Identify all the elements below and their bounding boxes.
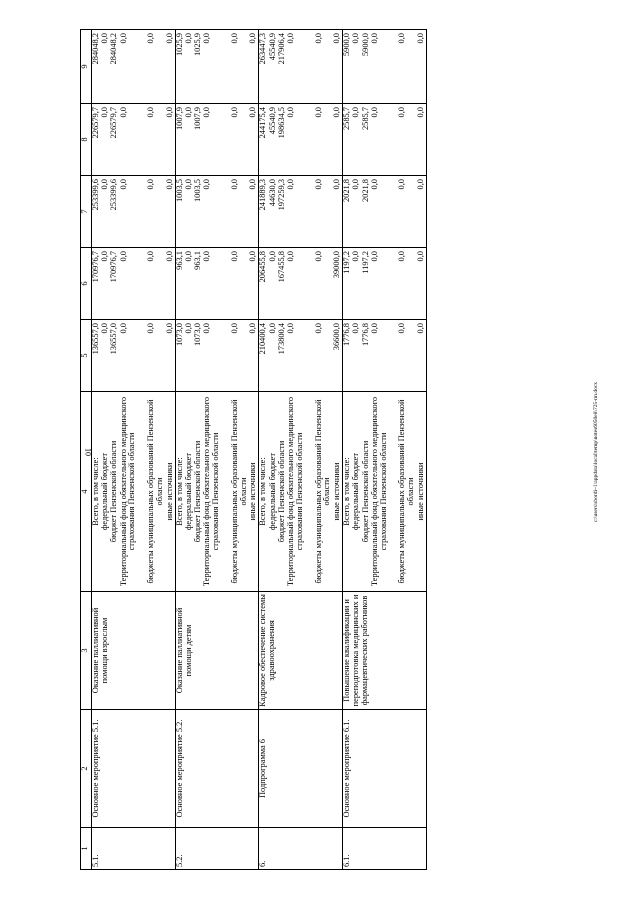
value-cell: 0,0 (267, 251, 277, 262)
row-type: Подпрограмма 6 (259, 710, 343, 828)
value-column (175, 320, 259, 392)
page-number: 10 (83, 448, 93, 456)
value-cell: 241889,3 (258, 179, 268, 211)
value-column (259, 104, 343, 176)
value-cell: 253399,6 (109, 179, 119, 211)
source-label: федеральный бюджет (183, 452, 193, 531)
row-type: Основное мероприятие 5.1. (92, 710, 176, 828)
value-cell: 45540,9 (267, 107, 277, 135)
value-cell: 1776,8 (360, 323, 370, 347)
source-label: бюджет Пензенской области (276, 440, 286, 543)
value-column (92, 320, 176, 392)
value-cell: 0,0 (397, 107, 407, 118)
value-column (259, 248, 343, 320)
value-cell: 226579,7 (109, 107, 119, 139)
row-number: 5.1. (92, 828, 176, 870)
value-cell: 0,0 (248, 251, 258, 262)
value-column (92, 104, 176, 176)
source-label: бюджет Пензенской области (193, 440, 203, 543)
value-cell: 1197,2 (360, 251, 370, 274)
value-cell: 1776,8 (342, 323, 352, 347)
value-cell: 284048,2 (109, 33, 119, 65)
value-cell: 0,0 (397, 179, 407, 190)
value-cell: 0,0 (267, 323, 277, 334)
value-cell: 0,0 (183, 323, 193, 334)
value-cell: 0,0 (100, 33, 110, 44)
value-cell: 217906,4 (276, 33, 286, 65)
source-list (92, 392, 176, 592)
value-cell: 0,0 (397, 33, 407, 44)
source-label: иные источники (332, 462, 342, 521)
value-cell: 0,0 (164, 107, 174, 118)
value-cell: 167455,8 (276, 251, 286, 283)
value-cell: 0,0 (164, 251, 174, 262)
header-cell: 6 (81, 248, 92, 320)
value-cell: 0,0 (415, 179, 425, 190)
source-label: Территориальный фонд обязательного медицинского страхования Пензенской области (369, 396, 388, 587)
value-cell: 2585,7 (360, 107, 370, 131)
source-list (343, 392, 427, 592)
source-label: Всего, в том числе: (342, 457, 352, 526)
row-name: Оказание паллиативной помощи взрослым (92, 592, 176, 710)
row-number: 6. (259, 828, 343, 870)
value-cell: 1007,9 (193, 107, 203, 131)
value-column (175, 30, 259, 104)
table-body (92, 30, 427, 870)
value-cell: 0,0 (146, 323, 156, 334)
source-label: бюджеты муниципальных образований Пензенской области (146, 399, 164, 584)
value-cell: 0,0 (164, 179, 174, 190)
value-cell: 0,0 (100, 107, 110, 118)
header-cell: 4 (81, 392, 92, 592)
value-cell: 170976,7 (109, 251, 119, 283)
table-row (343, 30, 427, 870)
source-label: федеральный бюджет (267, 452, 277, 531)
value-cell: 0,0 (286, 107, 296, 118)
value-cell: 0,0 (369, 179, 379, 190)
value-cell: 0,0 (202, 33, 212, 44)
row-number: 6.1. (343, 828, 427, 870)
value-cell: 0,0 (118, 251, 128, 262)
source-label: бюджеты муниципальных образований Пензенской области (397, 399, 416, 584)
value-cell: 0,0 (369, 323, 379, 334)
value-cell: 0,0 (286, 33, 296, 44)
value-cell: 0,0 (248, 33, 258, 44)
value-cell: 0,0 (118, 33, 128, 44)
value-cell: 0,0 (229, 33, 239, 44)
value-cell: 0,0 (332, 33, 342, 44)
value-cell: 263447,3 (258, 33, 268, 65)
value-cell: 1003,5 (193, 179, 203, 203)
value-cell: 0,0 (248, 323, 258, 334)
value-cell: 0,0 (100, 251, 110, 262)
value-cell: 0,0 (183, 107, 193, 118)
value-cell: 1025,9 (174, 33, 184, 57)
value-cell: 0,0 (332, 107, 342, 118)
value-cell: 0,0 (286, 179, 296, 190)
value-cell: 1197,2 (342, 251, 352, 274)
header-cell: 1 (81, 828, 92, 870)
value-column (92, 176, 176, 248)
value-cell: 0,0 (183, 251, 193, 262)
value-cell: 284048,2 (91, 33, 100, 65)
value-cell: 0,0 (164, 33, 174, 44)
value-cell: 0,0 (183, 179, 193, 190)
value-cell: 0,0 (313, 179, 323, 190)
value-cell: 1073,0 (174, 323, 184, 347)
budget-table (80, 29, 427, 870)
header-row (81, 30, 92, 870)
value-cell: 963,1 (193, 251, 203, 270)
value-column (343, 104, 427, 176)
value-cell: 1025,9 (193, 33, 203, 57)
value-cell: 0,0 (146, 33, 156, 44)
source-label: Всего, в том числе: (174, 457, 184, 526)
value-cell: 39000,0 (332, 251, 342, 279)
value-cell: 0,0 (248, 179, 258, 190)
value-cell: 0,0 (146, 107, 156, 118)
source-label: бюджеты муниципальных образований Пензенской области (313, 399, 332, 584)
value-cell: 0,0 (313, 33, 323, 44)
value-column (343, 248, 427, 320)
value-cell: 173800,4 (276, 323, 286, 355)
value-cell: 0,0 (229, 107, 239, 118)
value-column (343, 176, 427, 248)
value-cell: 0,0 (369, 251, 379, 262)
row-name: Повышение квалификации и переподготовка медицинских и фармацевтических работников (343, 592, 427, 710)
value-column (92, 248, 176, 320)
value-cell: 198634,5 (276, 107, 286, 139)
value-cell: 0,0 (351, 179, 361, 190)
row-name: Кадровое обеспечение системы здравоохранения (259, 592, 343, 710)
source-list (175, 392, 259, 592)
header-cell: 8 (81, 104, 92, 176)
source-label: Всего, в том числе: (258, 457, 268, 526)
value-column (343, 30, 427, 104)
value-column (259, 30, 343, 104)
value-cell: 0,0 (369, 107, 379, 118)
source-label: федеральный бюджет (351, 452, 361, 531)
value-column (259, 176, 343, 248)
value-cell: 0,0 (202, 107, 212, 118)
source-label: Территориальный фонд обязательного медицинского страхования Пензенской области (202, 396, 221, 587)
table-row (92, 30, 176, 870)
value-cell: 0,0 (313, 107, 323, 118)
value-cell: 0,0 (118, 323, 128, 334)
source-label: бюджеты муниципальных образований Пензенской области (229, 399, 248, 584)
value-cell: 0,0 (183, 33, 193, 44)
value-cell: 0,0 (369, 33, 379, 44)
value-cell: 0,0 (164, 323, 174, 334)
value-cell: 2021,8 (342, 179, 352, 203)
footer-file-path: c:\users\sbordi~1\appdata\local\temp\notes6050e8\725-пп.docx (593, 381, 599, 523)
rotated-table-wrapper (80, 30, 580, 870)
value-cell: 1003,5 (174, 179, 184, 203)
value-cell: 2585,7 (342, 107, 352, 131)
value-cell: 197259,3 (276, 179, 286, 211)
value-cell: 0,0 (118, 107, 128, 118)
table-row (259, 30, 343, 870)
value-column (175, 176, 259, 248)
value-cell: 1073,0 (193, 323, 203, 347)
value-column (259, 320, 343, 392)
value-cell: 45540,9 (267, 33, 277, 61)
value-cell: 206455,8 (258, 251, 268, 283)
value-cell: 0,0 (286, 323, 296, 334)
source-label: бюджет Пензенской области (360, 440, 370, 543)
value-cell: 0,0 (118, 179, 128, 190)
value-cell: 44630,0 (267, 179, 277, 207)
source-label: Территориальный фонд обязательного медицинского страхования Пензенской области (286, 396, 304, 587)
value-cell: 0,0 (351, 107, 361, 118)
value-cell: 963,1 (174, 251, 184, 270)
row-type: Основное мероприятие 6.1. (343, 710, 427, 828)
source-label: бюджет Пензенской области (109, 440, 119, 543)
value-cell: 0,0 (415, 107, 425, 118)
value-cell: 0,0 (248, 107, 258, 118)
value-column (92, 30, 176, 104)
value-cell: 0,0 (202, 323, 212, 334)
value-cell: 0,0 (332, 179, 342, 190)
source-label: Всего, в том числе: (91, 457, 100, 526)
value-cell: 0,0 (286, 251, 296, 262)
value-column (343, 320, 427, 392)
value-cell: 170976,7 (91, 251, 100, 283)
value-cell: 0,0 (229, 323, 239, 334)
table-row (175, 30, 259, 870)
value-cell: 0,0 (397, 251, 407, 262)
value-column (175, 248, 259, 320)
value-cell: 1007,9 (174, 107, 184, 131)
value-cell: 0,0 (415, 33, 425, 44)
header-cell: 3 (81, 592, 92, 710)
source-label: иные источники (415, 462, 425, 521)
value-cell: 226579,7 (91, 107, 100, 139)
value-cell: 0,0 (351, 33, 361, 44)
value-cell: 0,0 (229, 251, 239, 262)
value-cell: 0,0 (100, 323, 110, 334)
value-cell: 5900,0 (360, 33, 370, 57)
header-cell: 5 (81, 320, 92, 392)
header-cell: 7 (81, 176, 92, 248)
header-cell: 2 (81, 710, 92, 828)
header-cell: 9 (81, 30, 92, 104)
value-cell: 0,0 (397, 323, 407, 334)
value-cell: 36600,0 (332, 323, 342, 351)
value-cell: 0,0 (202, 179, 212, 190)
value-cell: 0,0 (100, 179, 110, 190)
value-cell: 244175,4 (258, 107, 268, 139)
value-column (175, 104, 259, 176)
row-type: Основное мероприятие 5.2. (175, 710, 259, 828)
value-cell: 0,0 (313, 323, 323, 334)
value-cell: 5900,0 (342, 33, 352, 57)
source-label: иные источники (164, 462, 174, 521)
value-cell: 0,0 (313, 251, 323, 262)
value-cell: 136557,0 (91, 323, 100, 355)
value-cell: 0,0 (229, 179, 239, 190)
value-cell: 0,0 (415, 251, 425, 262)
source-label: федеральный бюджет (100, 452, 110, 531)
value-cell: 0,0 (146, 251, 156, 262)
value-cell: 0,0 (202, 251, 212, 262)
row-name: Оказание паллиативной помощи детям (175, 592, 259, 710)
source-list (259, 392, 343, 592)
source-label: иные источники (248, 462, 258, 521)
value-cell: 253399,6 (91, 179, 100, 211)
row-number: 5.2. (175, 828, 259, 870)
value-cell: 0,0 (351, 251, 361, 262)
source-label: Территориальный фонд обязательного медицинского страхования Пензенской области (118, 396, 137, 587)
value-cell: 0,0 (351, 323, 361, 334)
value-cell: 136557,0 (109, 323, 119, 355)
value-cell: 2021,8 (360, 179, 370, 203)
value-cell: 210400,4 (258, 323, 268, 355)
value-cell: 0,0 (146, 179, 156, 190)
value-cell: 0,0 (415, 323, 425, 334)
